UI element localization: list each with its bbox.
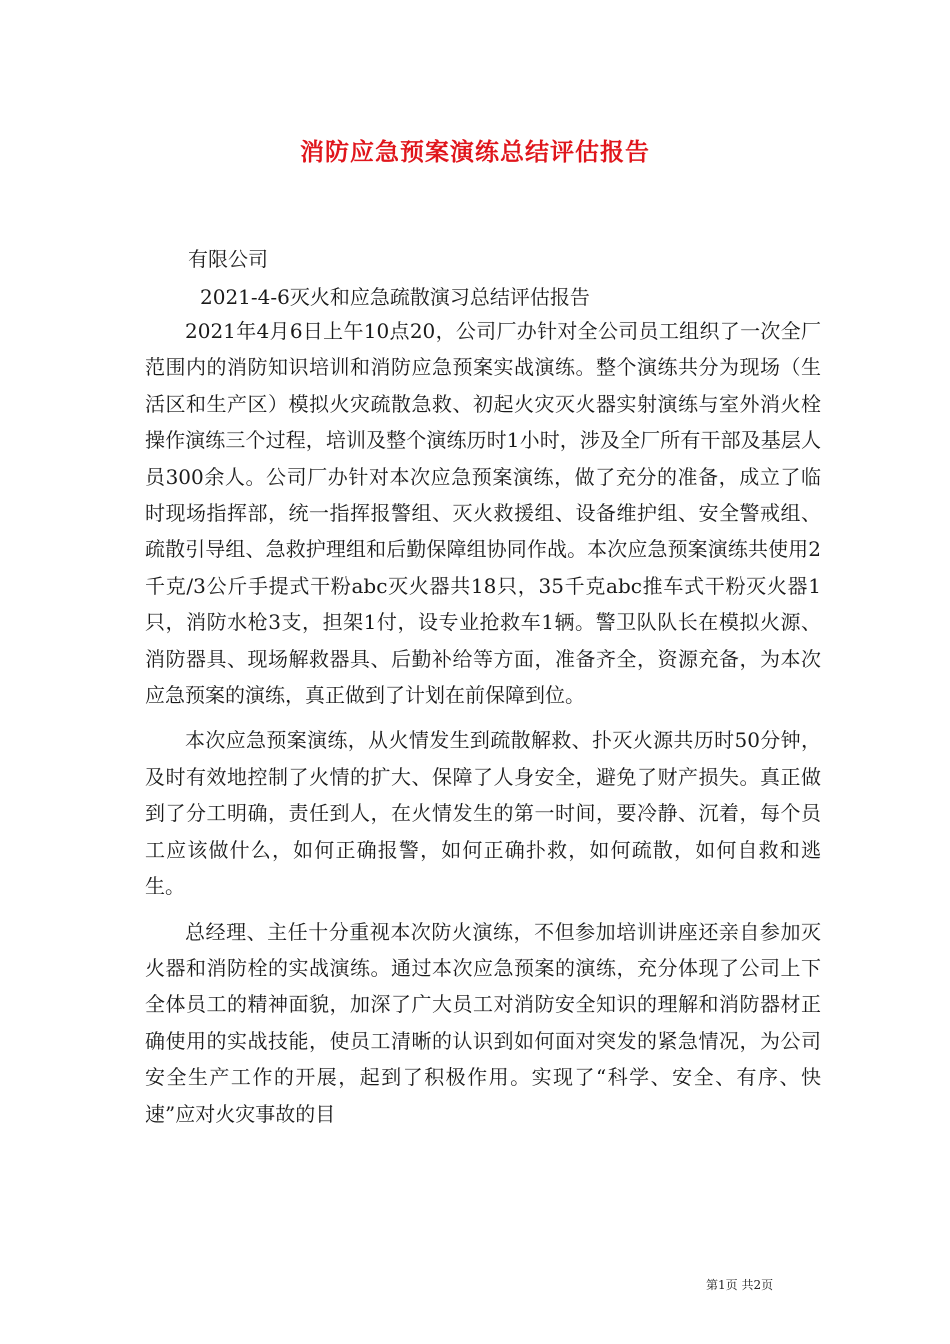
paragraph-1: 2021年4月6日上午10点20，公司厂办针对全公司员工组织了一次全厂范围内的消防知识培训和消防应急预案实战演练。整个演练共分为现场（生活区和生产区）模拟火灾疏散急救、初起火灾灭火器实射演练与室外消火栓操作演练三个过程，培训及整个演练历时1小时，涉及全厂所有干部及基层人员300余人。公司厂办针对本次应急预案演练，做了充分的准备，成立了临时现场指挥部，统一指挥报警组、灭火救援组、设备维护组、安全警戒组、疏散引导组、急救护理组和后勤保障组协同作战。本次应急预案演练共使用2千克/3公斤手提式干粉abc灭火器共18只，35千克abc推车式干粉灭火器1只，消防水枪3支，担架1付，设专业抢救车1辆。警卫队队长在模拟火源、消防器具、现场解救器具、后勤补给等方面，准备齐全，资源充备，为本次应急预案的演练，真正做到了计划在前保障到位。 bbox=[145, 319, 821, 708]
document-title: 消防应急预案演练总结评估报告 bbox=[300, 138, 650, 166]
report-body bbox=[145, 313, 821, 1132]
company-name: 有限公司 bbox=[188, 247, 268, 271]
page-footer: 第1页 共2页 bbox=[706, 1278, 774, 1292]
paragraph-3: 总经理、主任十分重视本次防火演练，不但参加培训讲座还亲自参加灭火器和消防栓的实战演练。通过本次应急预案的演练，充分体现了公司上下全体员工的精神面貌，加深了广大员工对消防安全知识的理解和消防器材正确使用的实战技能，使员工清晰的认识到如何面对突发的紧急情况，为公司安全生产工作的开展，起到了积极作用。实现了“科学、安全、有序、快速”应对火灾事故的目 bbox=[145, 919, 821, 1126]
paragraph-2: 本次应急预案演练，从火情发生到疏散解救、扑灭火源共历时50分钟，及时有效地控制了火情的扩大、保障了人身安全，避免了财产损失。真正做到了分工明确，责任到人，在火情发生的第一时间，要冷静、沉着，每个员工应该做什么，如何正确报警，如何正确扑救，如何疏散，如何自救和逃生。 bbox=[145, 728, 821, 899]
report-subtitle: 2021-4-6灭火和应急疏散演习总结评估报告 bbox=[200, 285, 590, 309]
